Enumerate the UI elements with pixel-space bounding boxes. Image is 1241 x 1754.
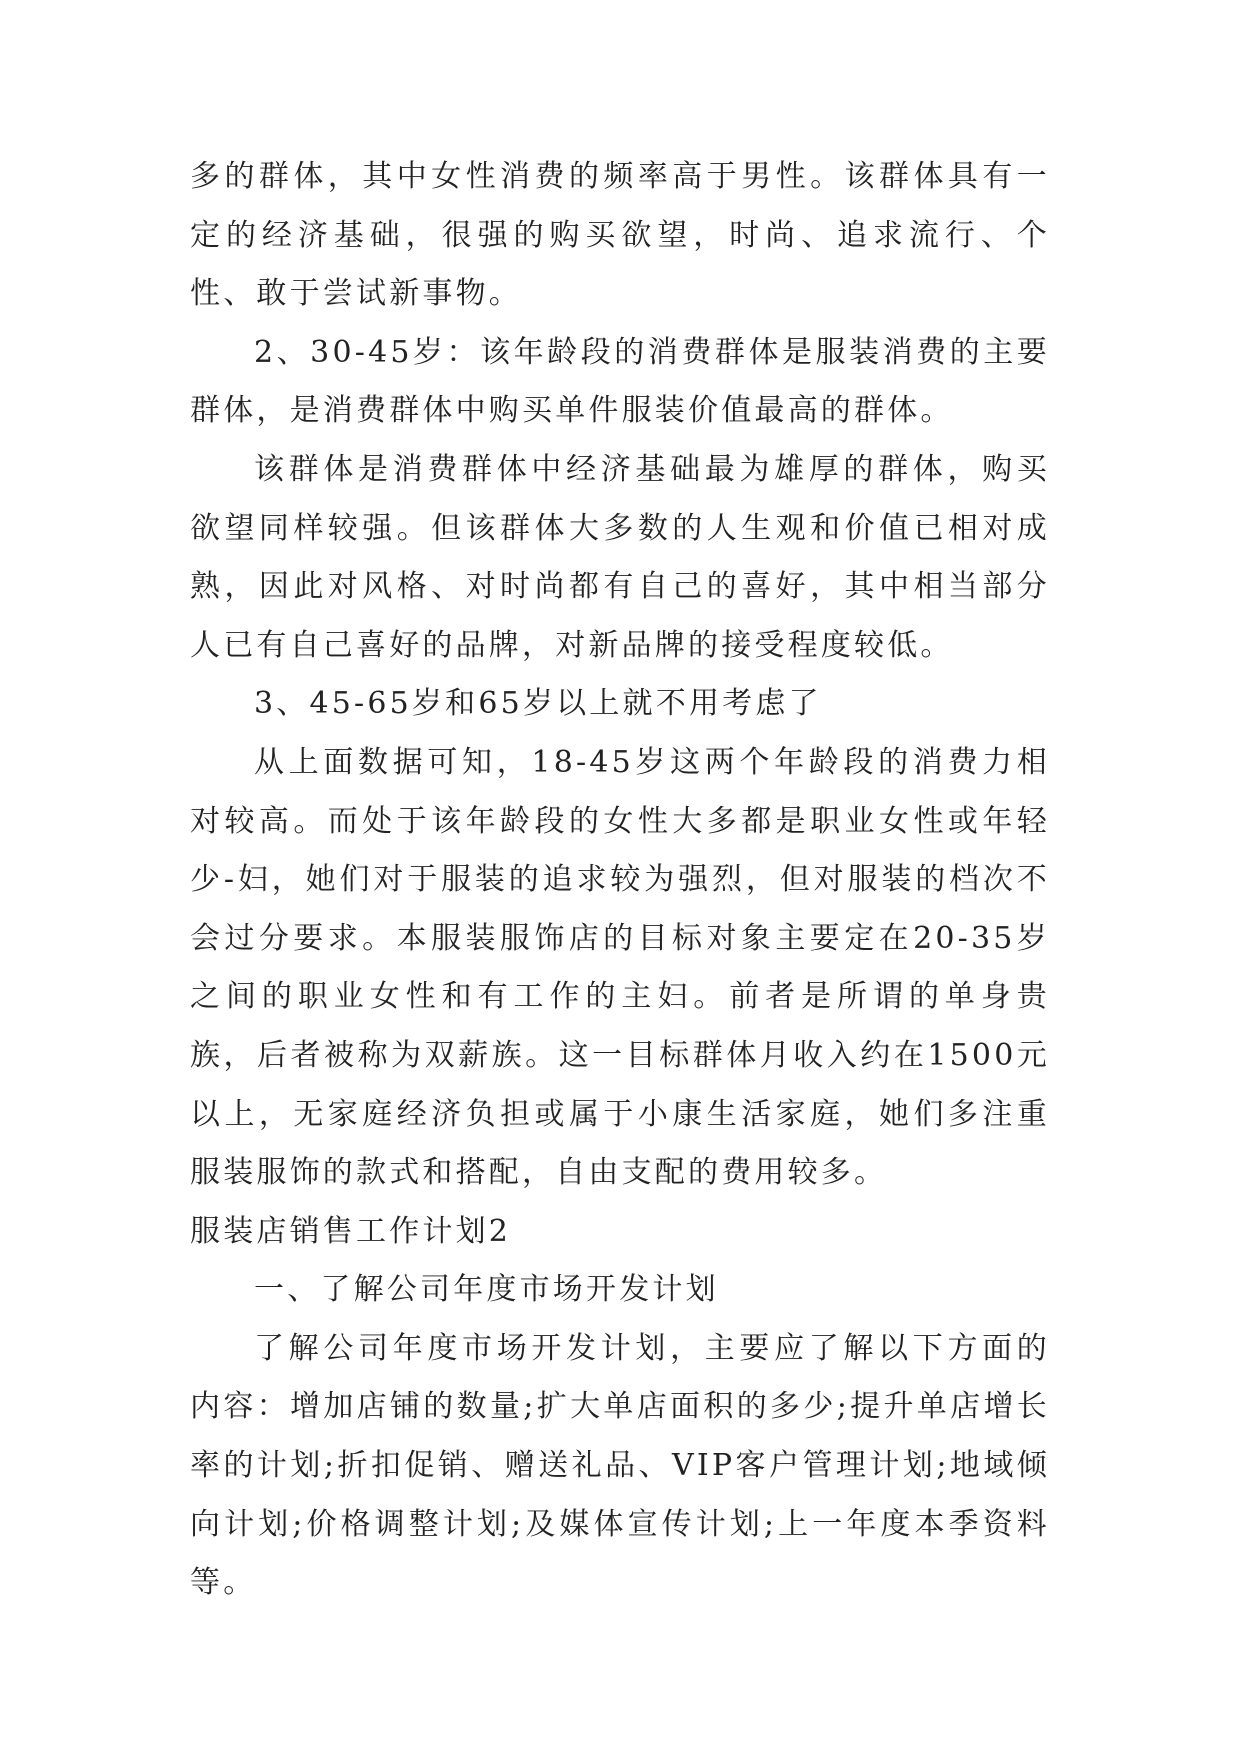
document-body: [190, 148, 1050, 1613]
paragraph-target-audience: 从上面数据可知，18-45岁这两个年龄段的消费力相对较高。而处于该年龄段的女性大多都是职业女性或年轻少-妇，她们对于服装的追求较为强烈，但对服装的档次不会过分要求。本服装服饰店的目标对象主要定在20-35岁之间的职业女性和有工作的主妇。前者是所谓的单身贵族，后者被称为双薪族。这一目标群体月收入约在1500元以上，无家庭经济负担或属于小康生活家庭，她们多注重服装服饰的款式和搭配，自由支配的费用较多。: [190, 744, 1050, 1191]
paragraph-market-plan: 了解公司年度市场开发计划，主要应了解以下方面的内容：增加店铺的数量;扩大单店面积的多少;提升单店增长率的计划;折扣促销、赠送礼品、VIP客户管理计划;地域倾向计划;价格调整计划;及媒体宣传计划;上一年度本季资料等。: [190, 1330, 1050, 1601]
paragraph-age-45-65: 3、45-65岁和65岁以上就不用考虑了: [254, 686, 822, 722]
paragraph-group-economy: 该群体是消费群体中经济基础最为雄厚的群体，购买欲望同样较强。但该群体大多数的人生观和价值已相对成熟，因此对风格、对时尚都有自己的喜好，其中相当部分人已有自己喜好的品牌，对新品牌的接受程度较低。: [190, 451, 1050, 663]
paragraph-age-30-45: 2、30-45岁：该年龄段的消费群体是服装消费的主要群体，是消费群体中购买单件服装价值最高的群体。: [190, 334, 1050, 429]
section-heading: 服装店销售工作计划2: [190, 1213, 512, 1249]
paragraph-young-group: 多的群体，其中女性消费的频率高于男性。该群体具有一定的经济基础，很强的购买欲望，时尚、追求流行、个性、敢于尝试新事物。: [190, 159, 1050, 312]
subsection-heading: 一、了解公司年度市场开发计划: [254, 1272, 719, 1308]
